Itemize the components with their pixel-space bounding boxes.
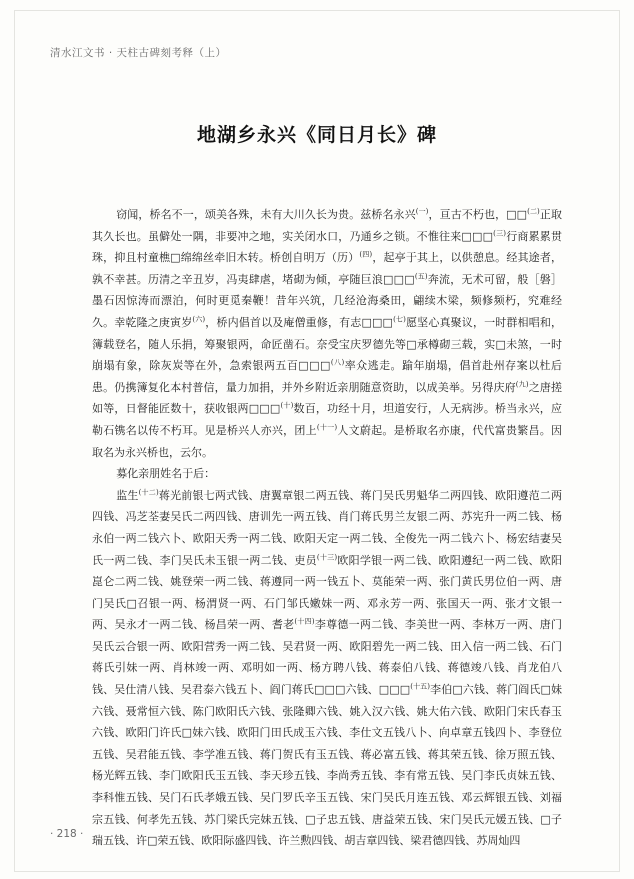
text-segment: 人文蔚起。是桥取名亦康，代代富贵繁昌。因取名为永兴桥也，云尔。 [92, 423, 563, 459]
article-body [92, 204, 562, 852]
inscription-paragraph [92, 204, 562, 463]
donor-list-heading: 募化亲朋姓名于后： [116, 467, 216, 481]
text-segment: ，桥内倡首以及庵僧重修，有志□□□ [205, 315, 394, 329]
footnote-marker: (十二) [138, 488, 159, 497]
text-segment: 奔流，无术可留，般［磐］墨石因惊涛而漂泊，何时更觅秦鞭！昔年兴筑，几经沧海桑田，翩续木梁，频修频朽，究难经久。幸乾隆之庚寅岁 [92, 272, 562, 329]
footnote-marker: (十五) [410, 682, 431, 691]
footnote-marker: (四) [359, 250, 373, 259]
footnote-marker: (一) [415, 207, 429, 216]
footnote-marker: (五) [414, 272, 428, 281]
text-segment: 蒋光前银七两式钱、唐翼章银二两五钱、蒋门吴氏男魁华二两四钱、欧阳遵范二两四钱、冯芝荃妻吴氏二两四钱、唐训先一两五钱、肖门蒋氏男兰友银二两、苏宪升一两二钱、杨永伯一两二钱六卜、欧阳天秀一两二钱、欧阳天定一两二钱、全俊先一两二钱六卜、杨宏结妻吴氏一两二钱、李门吴氏未玉银一两二钱、吏员 [92, 488, 563, 567]
footnote-marker: (九) [515, 380, 529, 389]
text-segment: 正取其久长也。虽僻处一隅，非要冲之地，实关闭水口，乃通乡之锁。不惟往来□□□ [92, 208, 562, 243]
page-number: · 218 · [50, 828, 84, 840]
text-segment: 行商累累贯珠，抑且村童樵□绵绵丝牵旧木转。桥创自明万（历） [92, 229, 563, 265]
footnote-marker: (二) [527, 207, 540, 216]
text-segment: ，亘古不朽也，□□ [428, 208, 528, 221]
text-segment: 窃闻，桥名不一，颂美各殊，未有大川久长为贵。兹桥名永兴 [116, 208, 416, 221]
footnote-marker: (十一) [316, 423, 338, 432]
footnote-marker: (八) [330, 358, 345, 367]
text-segment: 率众逃走。踰年崩塌，倡首赴州存案以杜后患。仍携簿复化本村普信，量力加捐，并外乡附近亲朋随意资助，以成美举。另得庆府 [92, 359, 562, 394]
footnote-marker: (六) [192, 315, 206, 324]
text-segment: 李伯□六钱、蒋门阎氏□妹六钱、聂常恒六钱、陈门欧阳氏六钱、张隆卿六钱、姚入汉六钱、姚大佑六钱、欧阳门宋氏春玉六钱、欧阳门许氏□妹六钱、欧阳门田氏成玉六钱、李仕文五钱八卜、向卓章五钱四卜、李登位五钱、吴君能五钱、李学准五钱、蒋门贺氏有玉五钱、蒋必富五钱、蒋其荣五钱、徐万照五钱、杨光辉五钱、李门欧阳氏玉五钱、李天珍五钱、李尚秀五钱、李有常五钱、吴门李氏贞妹五钱、李科惟五钱、吴门石氏孝娥五钱、吴门罗氏辛玉五钱、宋门吴氏月连五钱、邓云辉银五钱、刘福宗五钱、何孝先五钱、苏门梁氏完妹五钱、□子忠五钱、唐益荣五钱、宋门吴氏元媛五钱、□子瑞五钱、许□荣五钱、欧阳际盛四钱、许兰勲四钱、胡吉章四钱、梁君德四钱、苏周灿四 [92, 683, 562, 848]
footnote-marker: (十四) [294, 617, 315, 626]
text-segment: 李尊德一两二钱、李美世一两、李林万一两、唐门吴氏云合银一两、欧阳营秀一两二钱、吴君贤一两、欧阳碧先一两二钱、田入信一两二钱、石门蒋氏引妹一两、肖林竣一两、邓明如一两、杨方聘八钱、蒋泰伯八钱、蒋德竣八钱、肖龙伯八钱、吴仕清八钱、吴君泰六钱五卜、阎门蒋氏□□□六钱、□□□ [92, 618, 563, 697]
footnote-marker: (十) [280, 401, 294, 410]
text-segment: ，起亭于其上，以供憩息。经其途者，孰不幸甚。历清之辛丑岁，冯夷肆虐，堵砌为倾，亭随巨浪□□□ [92, 251, 562, 286]
text-segment: 监生 [116, 488, 139, 502]
text-segment: 愿坚心真聚议，一时群相唱和，簿载登名，随人乐捐，筹聚银两，命匠凿石。奈受宝庆罗德先等□承樽砌三载，实□未煞，一时崩塌有象，除灰炭等在外，急索银两五百□□□ [92, 315, 563, 373]
footnote-marker: (七) [393, 315, 406, 324]
text-segment: 数百，功经十月，坦道安行，人无病涉。桥当永兴，应勒石镌名以传不朽耳。见是桥兴人亦兴，团上 [92, 402, 562, 437]
footnote-marker: (十三) [316, 552, 338, 561]
article-title: 地湖乡永兴《同日月长》碑 [196, 124, 437, 146]
running-head: 清水江文书 · 天柱古碑刻考释（上） [50, 47, 227, 59]
text-segment: 欧阳学银一两二钱、欧阳遵纪一两二钱、欧阳崑仑二两二钱、姚登荣一两二钱、蒋遵同一两一钱五卜、莫能荣一两、张门黄氏男位伯一两、唐门吴氏□召银一两、杨渭贤一两、石门邹氏嫩妹一两、邓永芳一两、张国天一两、张才文银一两、吴永才一两二钱、杨昌荣一两、耆老 [92, 553, 563, 632]
text-segment: 之唐搓如等，日督能匠数十，获收银两□□□ [92, 380, 563, 416]
donor-list [92, 485, 562, 852]
footnote-marker: (三) [493, 228, 507, 237]
